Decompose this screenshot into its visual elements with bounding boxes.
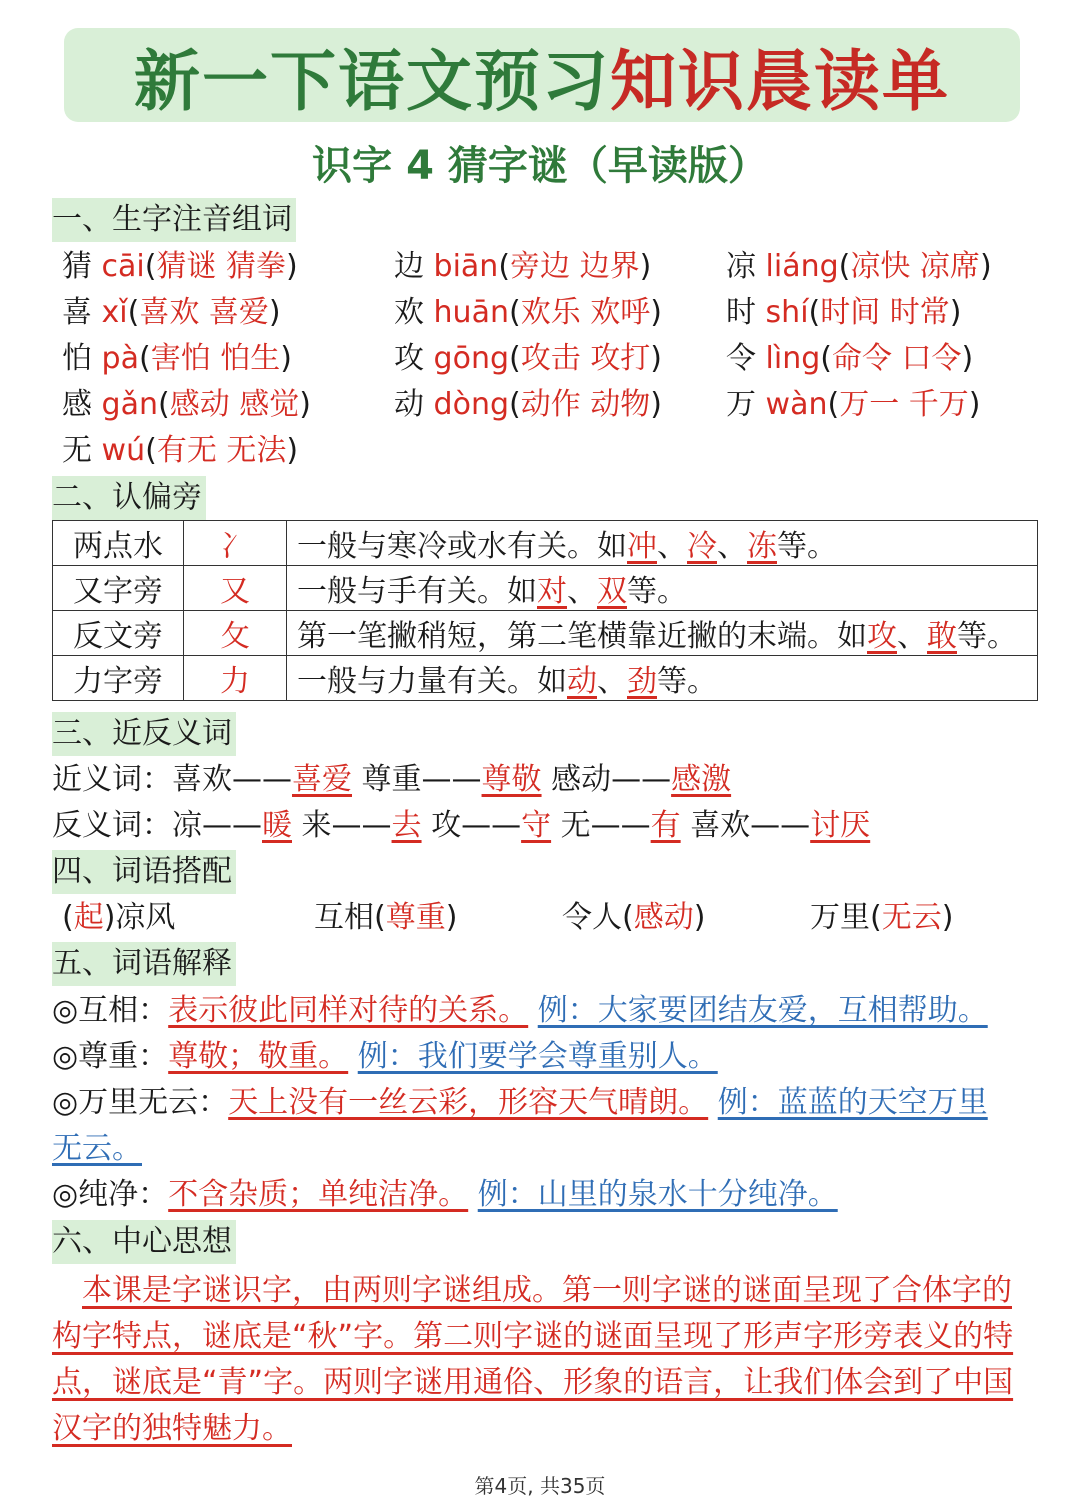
pair-b: 守 bbox=[521, 808, 552, 843]
char-entry bbox=[726, 382, 980, 428]
paren: ) bbox=[961, 341, 974, 376]
char-entry bbox=[394, 336, 662, 382]
collocation-fill: 无云 bbox=[881, 900, 942, 935]
section-heading-4: 四、词语搭配 bbox=[52, 850, 236, 894]
pair-b: 暖 bbox=[262, 808, 292, 843]
example: 例：大家要团结友爱，互相帮助。 bbox=[537, 993, 988, 1028]
paren: ) bbox=[286, 249, 298, 284]
char: 时 bbox=[726, 295, 766, 330]
collocation-post: )凉风 bbox=[103, 900, 176, 935]
example-char: 攻 bbox=[867, 619, 897, 654]
example-char: 劲 bbox=[627, 664, 657, 699]
example-char: 双 bbox=[597, 574, 627, 609]
collocation-pre: 互相( bbox=[314, 900, 386, 935]
gap bbox=[292, 808, 302, 843]
desc-end: 等。 bbox=[777, 529, 837, 564]
words: 凉快 凉席 bbox=[850, 249, 980, 284]
radical-desc bbox=[287, 566, 1038, 611]
pair-a: 尊重—— bbox=[361, 762, 482, 797]
pair-b: 喜爱 bbox=[292, 762, 352, 797]
paren: ) bbox=[650, 387, 662, 422]
example-char: 对 bbox=[537, 574, 567, 609]
words: 旁边 边界 bbox=[510, 249, 640, 284]
pair-a: 喜欢—— bbox=[172, 762, 292, 797]
pinyin: lìng bbox=[765, 341, 821, 376]
collocation-post: ) bbox=[941, 900, 954, 935]
radical-row bbox=[53, 566, 1038, 611]
desc-end: 等。 bbox=[957, 619, 1017, 654]
paren: ) bbox=[299, 387, 311, 422]
radical-row bbox=[53, 656, 1038, 701]
gap bbox=[551, 808, 561, 843]
term: ◎纯净： bbox=[52, 1177, 169, 1212]
char: 动 bbox=[394, 387, 434, 422]
char-entry bbox=[62, 428, 298, 474]
pair-label: 近义词： bbox=[52, 762, 172, 797]
radical-desc bbox=[287, 521, 1038, 566]
pair-b: 有 bbox=[650, 808, 681, 843]
term: ◎互相： bbox=[52, 993, 169, 1028]
explanation bbox=[52, 988, 988, 1034]
desc-text: 第一笔撇稍短，第二笔横靠近撇的末端。如 bbox=[297, 619, 867, 654]
meaning: 表示彼此同样对待的关系。 bbox=[168, 993, 529, 1028]
radical-glyph: 冫 bbox=[184, 521, 287, 566]
words: 猜谜 猜拳 bbox=[156, 249, 287, 284]
collocation-fill: 感动 bbox=[633, 900, 694, 935]
example: 例：山里的泉水十分纯净。 bbox=[477, 1177, 838, 1212]
example: 例：蓝蓝的天空万里 bbox=[717, 1085, 988, 1120]
char-entry bbox=[726, 244, 992, 290]
paren: ( bbox=[498, 249, 511, 284]
collocation bbox=[562, 895, 705, 941]
paren: ) bbox=[979, 249, 992, 284]
section-heading-6: 六、中心思想 bbox=[52, 1220, 236, 1264]
pair-a: 攻—— bbox=[431, 808, 522, 843]
sep: 、 bbox=[597, 664, 627, 699]
radical-table bbox=[52, 520, 1038, 701]
explanation bbox=[52, 1080, 988, 1126]
example-char: 冻 bbox=[747, 529, 777, 564]
desc-end: 等。 bbox=[627, 574, 687, 609]
char: 万 bbox=[726, 387, 766, 422]
page-footer: 第4页, 共35页 bbox=[474, 1474, 606, 1498]
collocation-post: ) bbox=[445, 900, 458, 935]
desc-text: 一般与力量有关。如 bbox=[297, 664, 567, 699]
title-part2: 知识晨读单 bbox=[610, 41, 950, 120]
antonym-row bbox=[52, 803, 870, 849]
paren: ) bbox=[639, 249, 652, 284]
pinyin: dòng bbox=[433, 387, 510, 422]
collocation-pre: ( bbox=[62, 900, 74, 935]
example-char: 动 bbox=[567, 664, 597, 699]
pinyin: gǎn bbox=[101, 387, 158, 422]
radical-glyph: 攵 bbox=[184, 611, 287, 656]
words: 万一 千万 bbox=[839, 387, 969, 422]
pair-label: 反义词： bbox=[52, 808, 172, 843]
synonym-row bbox=[52, 757, 731, 803]
meaning: 不含杂质；单纯洁净。 bbox=[168, 1177, 469, 1212]
radical-name: 力字旁 bbox=[53, 656, 184, 701]
paren: ( bbox=[144, 249, 157, 284]
char-entry bbox=[726, 336, 973, 382]
char: 边 bbox=[394, 249, 434, 284]
char: 欢 bbox=[394, 295, 434, 330]
paren: ( bbox=[827, 387, 840, 422]
pair-a: 来—— bbox=[301, 808, 392, 843]
example: 例：我们要学会尊重别人。 bbox=[357, 1039, 718, 1074]
pinyin: xǐ bbox=[101, 295, 128, 330]
desc-text: 一般与手有关。如 bbox=[297, 574, 537, 609]
words: 欢乐 欢呼 bbox=[520, 295, 651, 330]
words: 喜欢 喜爱 bbox=[139, 295, 269, 330]
paren: ( bbox=[158, 387, 170, 422]
explanation-cont bbox=[52, 1126, 142, 1172]
explanation bbox=[52, 1034, 718, 1080]
gap bbox=[681, 808, 691, 843]
paren: ( bbox=[138, 341, 151, 376]
example-char: 敢 bbox=[927, 619, 957, 654]
paren: ( bbox=[127, 295, 140, 330]
char-entry bbox=[394, 244, 651, 290]
char: 猜 bbox=[62, 249, 102, 284]
paren: ( bbox=[145, 433, 157, 468]
pinyin: shí bbox=[765, 295, 809, 330]
example-char: 冲 bbox=[627, 529, 657, 564]
pinyin: wàn bbox=[765, 387, 828, 422]
title-banner bbox=[64, 28, 1020, 122]
pinyin: wú bbox=[101, 433, 146, 468]
section-heading-3: 三、近反义词 bbox=[52, 712, 236, 756]
paren: ) bbox=[286, 433, 299, 468]
char-entry bbox=[62, 336, 292, 382]
collocation-pre: 万里( bbox=[810, 900, 882, 935]
gap bbox=[708, 1085, 718, 1120]
radical-desc bbox=[287, 656, 1038, 701]
collocation-pre: 令人( bbox=[562, 900, 634, 935]
gap bbox=[352, 762, 362, 797]
pinyin: cāi bbox=[101, 249, 145, 284]
pinyin: pà bbox=[101, 341, 139, 376]
words: 时间 时常 bbox=[820, 295, 950, 330]
char-entry bbox=[394, 290, 662, 336]
paren: ( bbox=[508, 295, 521, 330]
gap bbox=[542, 762, 552, 797]
section-heading-2: 二、认偏旁 bbox=[52, 476, 206, 520]
paren: ( bbox=[808, 295, 821, 330]
radical-glyph: 又 bbox=[184, 566, 287, 611]
collocation bbox=[314, 895, 457, 941]
meaning: 天上没有一丝云彩，形容天气晴朗。 bbox=[228, 1085, 709, 1120]
collocation-fill: 起 bbox=[73, 900, 104, 935]
title-part1: 新一下语文预习 bbox=[134, 41, 610, 120]
char: 喜 bbox=[62, 295, 102, 330]
collocation-post: ) bbox=[693, 900, 706, 935]
pinyin: biān bbox=[433, 249, 499, 284]
words: 攻击 攻打 bbox=[520, 341, 651, 376]
paren: ( bbox=[820, 341, 832, 376]
char: 凉 bbox=[726, 249, 766, 284]
sep: 、 bbox=[897, 619, 927, 654]
desc-text: 一般与寒冷或水有关。如 bbox=[297, 529, 627, 564]
radical-glyph: 力 bbox=[184, 656, 287, 701]
desc-end: 等。 bbox=[657, 664, 717, 699]
char: 感 bbox=[62, 387, 102, 422]
pair-a: 无—— bbox=[560, 808, 651, 843]
words: 害怕 怕生 bbox=[150, 341, 281, 376]
char: 令 bbox=[726, 341, 766, 376]
pinyin: gōng bbox=[433, 341, 510, 376]
pinyin: huān bbox=[433, 295, 509, 330]
collocation-fill: 尊重 bbox=[385, 900, 446, 935]
pair-b: 尊敬 bbox=[481, 762, 542, 797]
sep: 、 bbox=[567, 574, 597, 609]
gap bbox=[348, 1039, 358, 1074]
words: 有无 无法 bbox=[156, 433, 287, 468]
pair-a: 凉—— bbox=[172, 808, 262, 843]
char: 怕 bbox=[62, 341, 102, 376]
char: 无 bbox=[62, 433, 102, 468]
words: 感动 感觉 bbox=[169, 387, 300, 422]
pinyin: liáng bbox=[765, 249, 839, 284]
paren: ) bbox=[949, 295, 962, 330]
radical-row bbox=[53, 611, 1038, 656]
section-heading-1: 一、生字注音组词 bbox=[52, 198, 296, 242]
radical-desc bbox=[287, 611, 1038, 656]
paren: ( bbox=[509, 387, 521, 422]
collocation bbox=[62, 895, 175, 941]
paren: ( bbox=[509, 341, 521, 376]
gap bbox=[528, 993, 538, 1028]
radical-row bbox=[53, 521, 1038, 566]
pair-b: 去 bbox=[391, 808, 422, 843]
sep: 、 bbox=[657, 529, 687, 564]
pair-b: 感激 bbox=[671, 762, 732, 797]
section-heading-5: 五、词语解释 bbox=[52, 942, 236, 986]
meaning: 尊敬；敬重。 bbox=[168, 1039, 349, 1074]
char-entry bbox=[62, 290, 281, 336]
paren: ) bbox=[650, 341, 662, 376]
words: 命令 口令 bbox=[832, 341, 962, 376]
words: 动作 动物 bbox=[520, 387, 651, 422]
central-idea: 本课是字谜识字，由两则字谜组成。第一则字谜的谜面呈现了合体字的构字特点，谜底是“秋”字。第二则字谜的谜面呈现了形声字形旁表义的特点，谜底是“青”字。两则字谜用通俗、形象的语言，让我们体会到了中国汉字的独特魅力。 bbox=[52, 1273, 1014, 1446]
explanation bbox=[52, 1172, 838, 1218]
paren: ) bbox=[968, 387, 981, 422]
paren: ) bbox=[650, 295, 662, 330]
pair-a: 喜欢—— bbox=[690, 808, 811, 843]
gap bbox=[468, 1177, 478, 1212]
term: ◎万里无云： bbox=[52, 1085, 229, 1120]
sep: 、 bbox=[717, 529, 747, 564]
radical-name: 两点水 bbox=[53, 521, 184, 566]
collocation bbox=[810, 895, 953, 941]
pair-b: 讨厌 bbox=[810, 808, 871, 843]
char-entry bbox=[62, 244, 298, 290]
paren: ( bbox=[838, 249, 851, 284]
char-entry bbox=[394, 382, 662, 428]
char-entry bbox=[726, 290, 962, 336]
example-char: 冷 bbox=[687, 529, 717, 564]
example-cont: 无云。 bbox=[52, 1131, 142, 1166]
paren: ) bbox=[268, 295, 281, 330]
subtitle: 识字 4 猜字谜（早读版） bbox=[312, 143, 768, 189]
pair-a: 感动—— bbox=[551, 762, 672, 797]
term: ◎尊重： bbox=[52, 1039, 169, 1074]
gap bbox=[422, 808, 432, 843]
char-entry bbox=[62, 382, 311, 428]
radical-name: 又字旁 bbox=[53, 566, 184, 611]
paren: ) bbox=[280, 341, 292, 376]
radical-name: 反文旁 bbox=[53, 611, 184, 656]
char: 攻 bbox=[394, 341, 434, 376]
